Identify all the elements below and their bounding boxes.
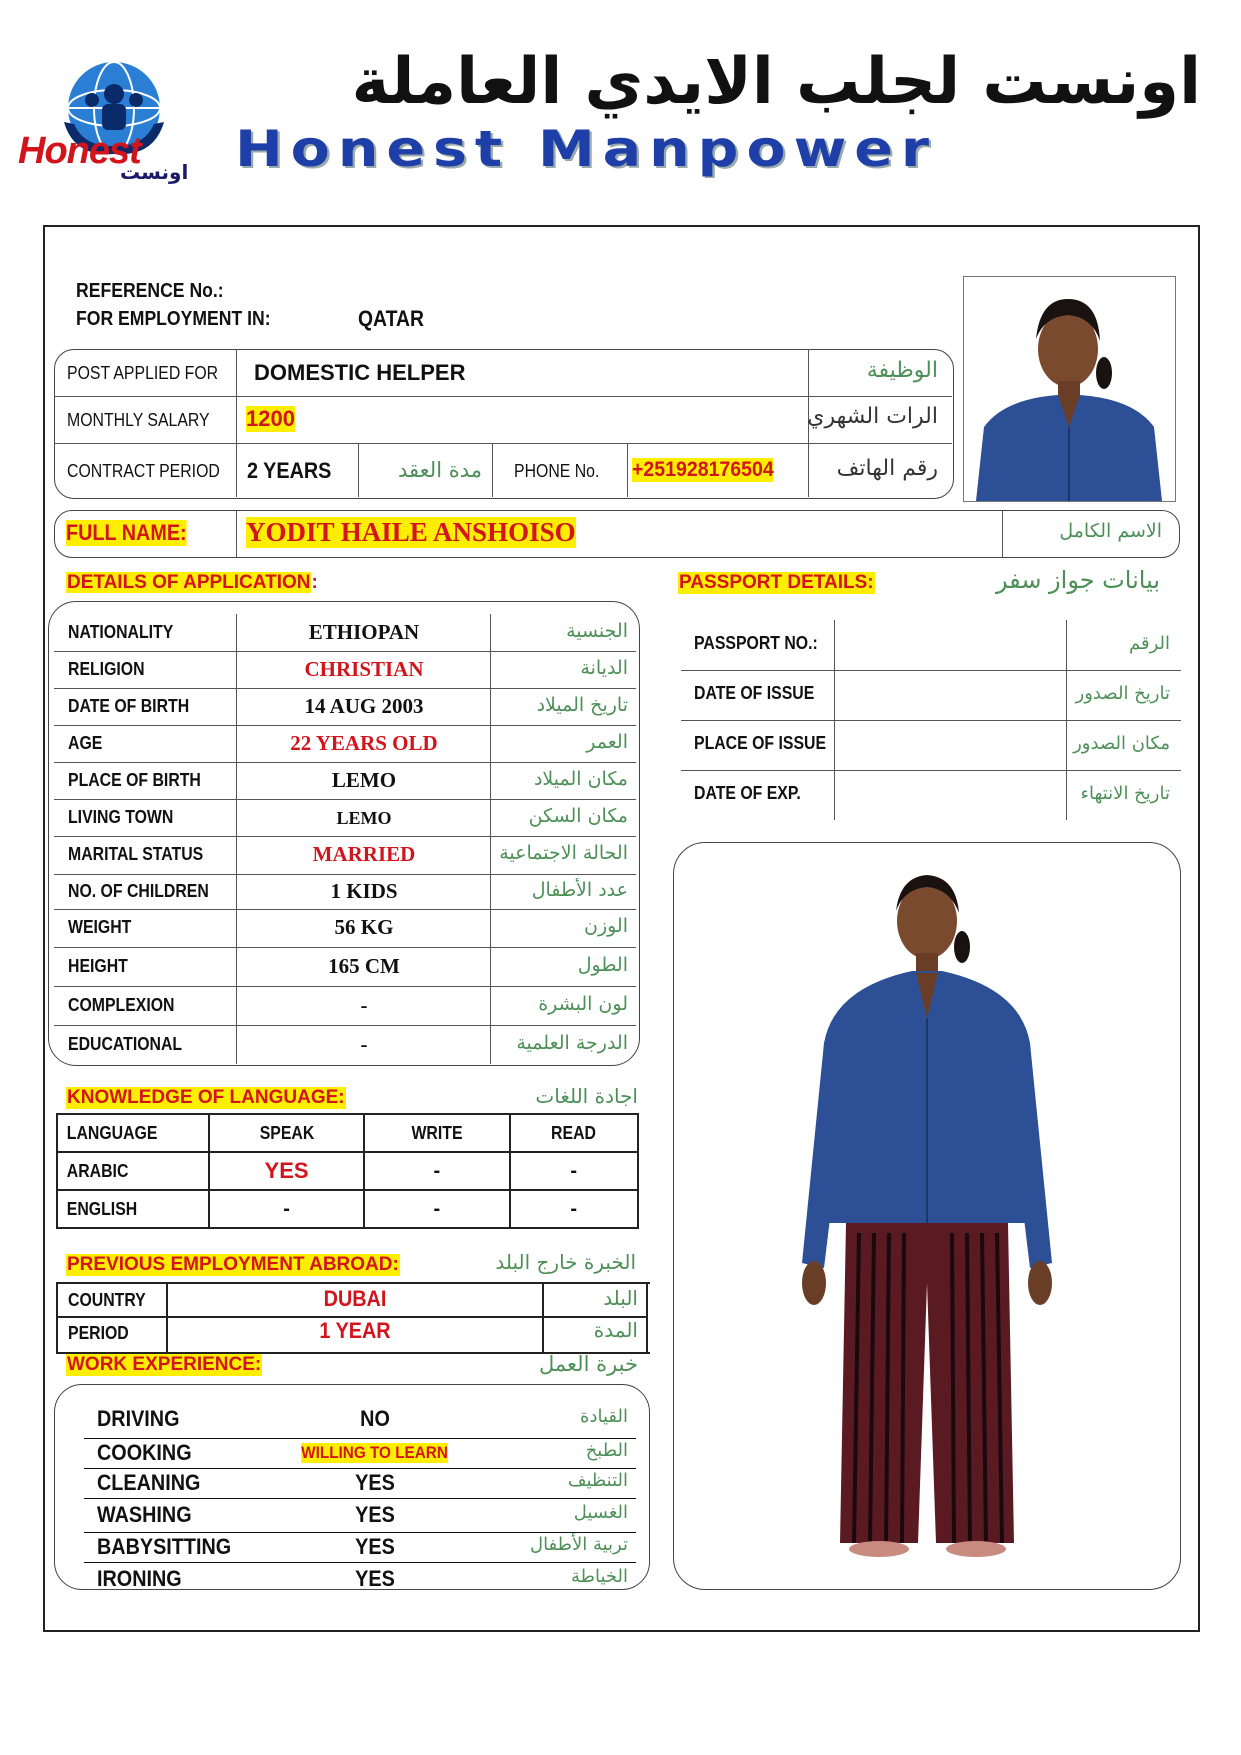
application-title-colon: : — [311, 572, 318, 593]
passport-ar: تاريخ الانتهاء — [1080, 783, 1170, 804]
previous-title: PREVIOUS EMPLOYMENT ABROAD: — [67, 1254, 399, 1275]
application-ar: الطول — [577, 953, 628, 976]
phone-label: PHONE No. — [514, 461, 600, 481]
application-ar: الوزن — [583, 915, 628, 937]
application-label: WEIGHT — [68, 917, 132, 937]
english-read: - — [570, 1197, 578, 1220]
country-label: COUNTRY — [68, 1290, 146, 1310]
phone-value: +251928176504 — [632, 458, 774, 481]
application-ar: الحالة الاجتماعية — [499, 842, 628, 864]
salary-ar: الرات الشهري — [807, 404, 938, 429]
passport-title: PASSPORT DETAILS: — [679, 572, 874, 593]
application-value: LEMO — [331, 767, 397, 792]
application-value: ETHIOPAN — [308, 619, 420, 644]
contract-ar: مدة العقد — [398, 458, 482, 482]
application-title — [66, 572, 318, 594]
application-value: - — [360, 1031, 368, 1056]
application-ar: مكان الميلاد — [533, 767, 628, 790]
application-label: NATIONALITY — [68, 621, 174, 642]
work-title: WORK EXPERIENCE: — [67, 1354, 262, 1375]
language-title-ar: اجادة اللغات — [535, 1084, 638, 1108]
work-ar: الطبخ — [585, 1440, 628, 1461]
work-value: NO — [360, 1406, 390, 1431]
salary-label: MONTHLY SALARY — [67, 410, 210, 430]
application-value: 56 KG — [334, 915, 394, 939]
previous-title-ar: الخبرة خارج البلد — [495, 1250, 636, 1274]
work-label: BABYSITTING — [97, 1534, 232, 1559]
employment-country: QATAR — [358, 306, 424, 331]
work-label: CLEANING — [97, 1470, 201, 1495]
country-ar: البلد — [603, 1286, 638, 1310]
passport-ar: مكان الصدور — [1073, 733, 1170, 754]
phone-ar: رقم الهاتف — [836, 456, 938, 481]
application-value: CHRISTIAN — [304, 656, 424, 681]
application-ar: الجنسية — [566, 619, 628, 642]
passport-title-ar: بيانات جواز سفر — [995, 566, 1160, 594]
language-header-speak: SPEAK — [259, 1122, 314, 1143]
full-name-value: YODIT HAILE ANSHOISO — [246, 517, 576, 547]
work-label: IRONING — [97, 1566, 182, 1591]
language-title: KNOWLEDGE OF LANGUAGE: — [67, 1087, 345, 1108]
application-ar: الدرجة العلمية — [516, 1031, 628, 1054]
arabic-read: - — [570, 1159, 578, 1182]
passport-label: DATE OF ISSUE — [694, 683, 815, 703]
application-label: DATE OF BIRTH — [68, 695, 190, 716]
application-ar: العمر — [586, 730, 628, 753]
passport-label: PASSPORT NO.: — [694, 633, 818, 653]
work-value-text: WILLING TO LEARN — [301, 1443, 449, 1462]
english-title: Honest Manpower — [235, 120, 937, 178]
application-label: COMPLEXION — [68, 994, 175, 1015]
application-label: LIVING TOWN — [68, 806, 174, 827]
salary-value: 1200 — [246, 406, 295, 431]
passport-label: DATE OF EXP. — [694, 783, 801, 803]
application-label: PLACE OF BIRTH — [68, 769, 201, 790]
language-header-read: READ — [551, 1122, 597, 1143]
language-arabic: ARABIC — [66, 1160, 129, 1181]
passport-ar: الرقم — [1128, 633, 1170, 654]
english-write: - — [433, 1197, 441, 1220]
logo-text-ar: اونست — [120, 160, 189, 184]
period-value: 1 YEAR — [319, 1318, 391, 1343]
arabic-title: اونست لجلب الايدي العاملة — [351, 45, 1201, 119]
application-value: MARRIED — [312, 842, 416, 866]
work-ar: التنظيف — [567, 1470, 628, 1491]
period-label: PERIOD — [68, 1323, 129, 1343]
english-speak: - — [283, 1197, 290, 1220]
application-value: LEMO — [336, 807, 392, 828]
full-body-person-icon — [674, 843, 1180, 1589]
application-label: AGE — [68, 732, 103, 753]
application-value: 165 CM — [328, 953, 400, 978]
logo-text-en: Honest — [18, 130, 141, 172]
application-title-text: DETAILS OF APPLICATION — [67, 572, 311, 593]
application-label: HEIGHT — [68, 955, 128, 976]
table-row — [57, 1190, 638, 1228]
full-name-label: FULL NAME: — [66, 520, 187, 545]
post-value: DOMESTIC HELPER — [254, 360, 466, 385]
period-ar: المدة — [593, 1318, 638, 1342]
full-name-ar: الاسم الكامل — [1059, 520, 1162, 542]
contract-value: 2 YEARS — [247, 458, 332, 483]
application-label: EDUCATIONAL — [68, 1033, 183, 1054]
work-value: YES — [355, 1502, 395, 1527]
application-value: - — [360, 992, 368, 1017]
country-value: DUBAI — [323, 1286, 387, 1311]
work-value: YES — [355, 1470, 395, 1495]
work-title-ar: خبرة العمل — [539, 1352, 638, 1376]
application-ar: الديانة — [580, 656, 628, 679]
contract-label: CONTRACT PERIOD — [67, 461, 220, 481]
work-label: COOKING — [97, 1440, 192, 1465]
reference-label: REFERENCE No.: — [76, 280, 224, 302]
passport-ar: تاريخ الصدور — [1075, 683, 1170, 704]
work-ar: الخياطة — [571, 1566, 628, 1587]
work-value: YES — [355, 1534, 395, 1559]
employment-label: FOR EMPLOYMENT IN: — [76, 308, 271, 330]
application-value: 22 YEARS OLD — [290, 730, 438, 755]
portrait-photo — [963, 276, 1176, 502]
full-body-photo — [673, 842, 1181, 1590]
table-row — [57, 1152, 638, 1190]
language-english: ENGLISH — [66, 1198, 138, 1219]
application-value: 1 KIDS — [330, 878, 398, 903]
arabic-speak: YES — [264, 1158, 309, 1183]
application-label: MARITAL STATUS — [68, 844, 204, 864]
passport-label: PLACE OF ISSUE — [694, 733, 827, 753]
application-ar: تاريخ الميلاد — [536, 693, 628, 716]
work-value — [250, 1443, 500, 1463]
work-ar: القيادة — [580, 1406, 628, 1427]
language-header-language: LANGUAGE — [66, 1122, 158, 1143]
work-value: YES — [355, 1566, 395, 1591]
arabic-write: - — [433, 1159, 441, 1182]
work-label: WASHING — [97, 1502, 192, 1527]
work-ar: تربية الأطفال — [529, 1534, 628, 1555]
language-table — [56, 1113, 639, 1229]
application-ar: مكان السكن — [528, 804, 628, 827]
post-label: POST APPLIED FOR — [67, 363, 219, 383]
portrait-person-icon — [964, 277, 1175, 501]
application-label: RELIGION — [68, 658, 145, 679]
application-ar: عدد الأطفال — [531, 878, 628, 901]
post-ar: الوظيفة — [866, 358, 938, 383]
application-value: 14 AUG 2003 — [304, 693, 424, 718]
work-ar: الغسيل — [573, 1502, 628, 1523]
application-ar: لون البشرة — [538, 992, 628, 1015]
work-label: DRIVING — [97, 1406, 180, 1431]
application-label: NO. OF CHILDREN — [68, 880, 209, 901]
language-header-write: WRITE — [411, 1122, 463, 1143]
